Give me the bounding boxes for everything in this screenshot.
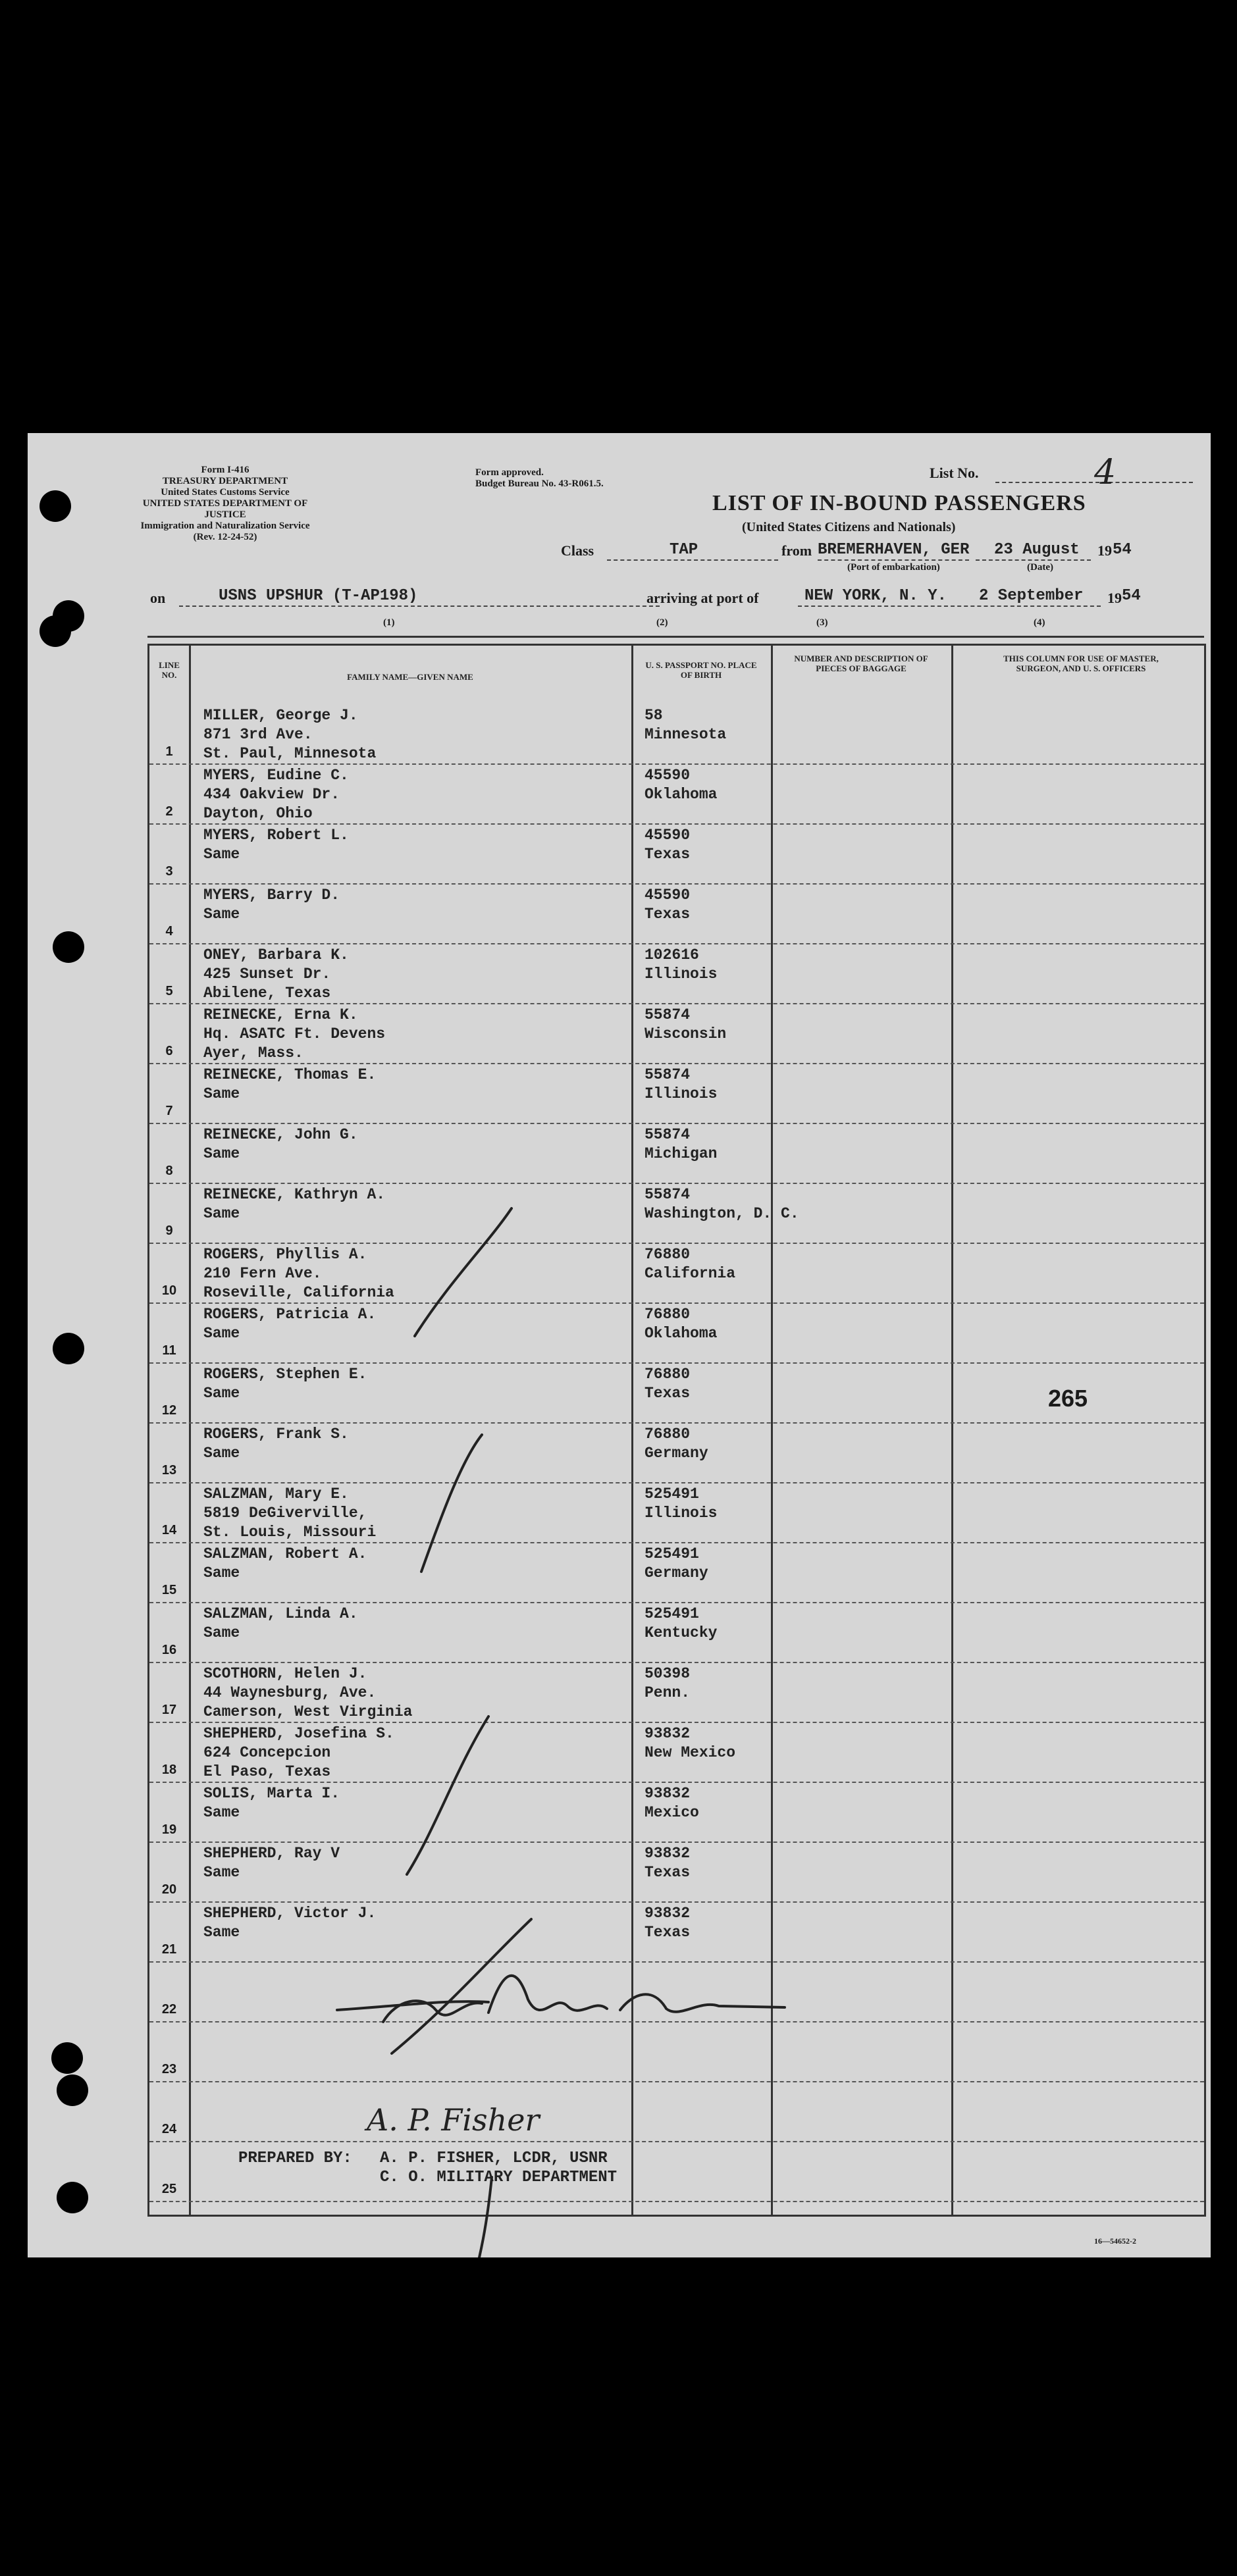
col-header-officers: THIS COLUMN FOR USE OF MASTER, SURGEON, AND U. S. OFFICERS xyxy=(1003,654,1159,673)
line-number: 24 xyxy=(161,2122,177,2136)
on-label: on xyxy=(150,590,166,606)
line-number: 21 xyxy=(161,1942,177,1957)
form-subtitle: (United States Citizens and Nationals) xyxy=(742,520,956,534)
passport-birthplace: 76880 Oklahoma xyxy=(645,1306,718,1342)
officer-note: 265 xyxy=(1048,1385,1088,1412)
passport-birthplace: 45590 Texas xyxy=(645,827,691,863)
col-header-passport: U. S. PASSPORT NO. PLACE OF BIRTH xyxy=(645,660,757,680)
col-header-line-no: LINE NO. xyxy=(159,660,180,680)
col-num-3: (3) xyxy=(816,617,828,628)
arriving-label: arriving at port of xyxy=(646,590,759,606)
depart-date: 23 August xyxy=(994,541,1080,559)
passport-birthplace: 93832 Texas xyxy=(645,1845,691,1881)
form-title: LIST OF IN-BOUND PASSENGERS xyxy=(712,491,1086,515)
treasury-department: TREASURY DEPARTMENT xyxy=(162,476,288,486)
line-number: 5 xyxy=(165,984,173,998)
line-number: 18 xyxy=(161,1763,177,1777)
line-number: 3 xyxy=(165,864,173,879)
footer-code: 16—54652-2 xyxy=(1094,2236,1136,2246)
passenger-name-address: SHEPHERD, Ray V Same xyxy=(203,1845,340,1881)
line-number: 7 xyxy=(165,1104,173,1118)
line-number: 23 xyxy=(161,2062,177,2076)
passport-birthplace: 55874 Washington, D. C. xyxy=(645,1186,799,1222)
passenger-list-form xyxy=(28,433,1211,2257)
from-label: from xyxy=(781,542,812,559)
arrival-date: 2 September xyxy=(979,587,1084,605)
line-number: 10 xyxy=(161,1283,177,1298)
immigration-service: Immigration and Naturalization Service xyxy=(140,521,310,531)
passenger-name-address: ONEY, Barbara K. 425 Sunset Dr. Abilene, Texas xyxy=(203,946,349,1002)
passenger-name-address: REINECKE, Thomas E. Same xyxy=(203,1066,377,1102)
justice-department: UNITED STATES DEPARTMENT OF JUSTICE xyxy=(142,498,308,520)
passenger-name-address: SALZMAN, Mary E. 5819 DeGiverville, St. Louis, Missouri xyxy=(203,1485,377,1541)
embarkation-caption: (Port of embarkation) xyxy=(847,562,940,573)
passenger-name-address: MYERS, Eudine C. 434 Oakview Dr. Dayton, Ohio xyxy=(203,767,349,822)
embarkation-port: BREMERHAVEN, GER xyxy=(818,541,970,559)
line-number: 19 xyxy=(161,1822,177,1837)
line-number: 6 xyxy=(165,1044,173,1058)
punch-hole xyxy=(51,2042,83,2074)
line-number: 20 xyxy=(161,1882,177,1897)
official-signature xyxy=(337,1976,785,2022)
passenger-name-address: ROGERS, Stephen E. Same xyxy=(203,1366,367,1402)
punch-hole xyxy=(53,931,84,963)
arrive-year-prefix: 19 xyxy=(1107,590,1122,606)
passenger-name-address: SCOTHORN, Helen J. 44 Waynesburg, Ave. Camerson, West Virginia xyxy=(203,1665,413,1720)
class-label: Class xyxy=(561,542,594,559)
class-value: TAP xyxy=(670,541,698,559)
passport-birthplace: 76880 Germany xyxy=(645,1426,708,1462)
punch-hole xyxy=(53,1333,84,1364)
passenger-name-address: MYERS, Robert L. Same xyxy=(203,827,349,863)
passenger-name-address: SALZMAN, Robert A. Same xyxy=(203,1545,367,1582)
line-number: 8 xyxy=(165,1164,173,1178)
handwritten-strokes xyxy=(28,433,1211,2257)
preparer-name: A. P. FISHER, LCDR, USNR xyxy=(380,2150,608,2167)
prepared-by-label: PREPARED BY: xyxy=(238,2150,352,2167)
passenger-name-address: MYERS, Barry D. Same xyxy=(203,887,340,923)
passenger-name-address: SALZMAN, Linda A. Same xyxy=(203,1605,358,1641)
form-revision: (Rev. 12-24-52) xyxy=(193,532,257,542)
line-number: 11 xyxy=(162,1343,176,1358)
passport-birthplace: 76880 California xyxy=(645,1246,736,1282)
passport-birthplace: 525491 Germany xyxy=(645,1545,708,1582)
col-header-name: FAMILY NAME—GIVEN NAME xyxy=(347,672,473,682)
col-header-baggage: NUMBER AND DESCRIPTION OF PIECES OF BAGGAGE xyxy=(794,654,928,673)
passport-birthplace: 45590 Texas xyxy=(645,887,691,923)
line-number: 17 xyxy=(161,1703,177,1717)
arrival-port: NEW YORK, N. Y. xyxy=(804,587,947,605)
passenger-name-address: MILLER, George J. 871 3rd Ave. St. Paul, Minnesota xyxy=(203,707,377,762)
preparer-initials: A. P. Fisher xyxy=(367,2102,540,2138)
passport-birthplace: 93832 New Mexico xyxy=(645,1725,736,1761)
passenger-name-address: ROGERS, Patricia A. Same xyxy=(203,1306,377,1342)
punch-hole xyxy=(57,2074,88,2106)
passenger-name-address: SHEPHERD, Victor J. Same xyxy=(203,1905,377,1941)
line-number: 25 xyxy=(161,2182,177,2196)
col-num-4: (4) xyxy=(1034,617,1045,628)
date-caption: (Date) xyxy=(1027,562,1053,573)
line-number: 16 xyxy=(161,1643,177,1657)
vessel-name: USNS UPSHUR (T-AP198) xyxy=(219,587,418,605)
punch-hole xyxy=(39,615,71,647)
depart-year: 54 xyxy=(1113,541,1132,559)
passport-birthplace: 76880 Texas xyxy=(645,1366,691,1402)
passenger-name-address: SHEPHERD, Josefina S. 624 Concepcion El Paso, Texas xyxy=(203,1725,394,1780)
line-number: 2 xyxy=(165,804,173,819)
passport-birthplace: 55874 Wisconsin xyxy=(645,1006,727,1043)
passport-birthplace: 58 Minnesota xyxy=(645,707,727,743)
passenger-name-address: ROGERS, Frank S. Same xyxy=(203,1426,349,1462)
arrive-year: 54 xyxy=(1122,587,1141,605)
preparer-title: C. O. MILITARY DEPARTMENT xyxy=(380,2169,618,2186)
check-mark-strokes xyxy=(392,1208,531,2257)
budget-bureau: Budget Bureau No. 43-R061.5. xyxy=(475,478,604,489)
passport-birthplace: 102616 Illinois xyxy=(645,946,718,983)
passenger-name-address: SOLIS, Marta I. Same xyxy=(203,1785,340,1821)
line-number: 13 xyxy=(161,1463,177,1478)
line-number: 14 xyxy=(161,1523,177,1537)
line-number: 9 xyxy=(165,1224,173,1238)
punch-hole xyxy=(57,2182,88,2213)
passport-birthplace: 55874 Michigan xyxy=(645,1126,718,1162)
col-num-1: (1) xyxy=(383,617,395,628)
line-number: 12 xyxy=(161,1403,177,1418)
passport-birthplace: 55874 Illinois xyxy=(645,1066,718,1102)
col-num-2: (2) xyxy=(656,617,668,628)
list-no-value: 4 xyxy=(1094,453,1117,492)
customs-service: United States Customs Service xyxy=(161,487,290,498)
passenger-name-address: REINECKE, Kathryn A. Same xyxy=(203,1186,386,1222)
punch-hole xyxy=(39,490,71,522)
passenger-name-address: REINECKE, John G. Same xyxy=(203,1126,358,1162)
form-approved: Form approved. xyxy=(475,467,544,478)
passenger-name-address: ROGERS, Phyllis A. 210 Fern Ave. Roseville, California xyxy=(203,1246,394,1301)
passport-birthplace: 45590 Oklahoma xyxy=(645,767,718,803)
passport-birthplace: 50398 Penn. xyxy=(645,1665,691,1701)
passenger-name-address: REINECKE, Erna K. Hq. ASATC Ft. Devens Ayer, Mass. xyxy=(203,1006,386,1062)
list-no-label: List No. xyxy=(930,465,979,481)
depart-year-prefix: 19 xyxy=(1097,542,1112,559)
line-number: 22 xyxy=(161,2002,177,2017)
form-number: Form I-416 xyxy=(201,465,250,475)
line-number: 15 xyxy=(161,1583,177,1597)
passport-birthplace: 525491 Kentucky xyxy=(645,1605,718,1641)
line-number: 4 xyxy=(165,924,173,939)
line-number: 1 xyxy=(165,744,173,759)
passport-birthplace: 93832 Texas xyxy=(645,1905,691,1941)
passport-birthplace: 93832 Mexico xyxy=(645,1785,699,1821)
passport-birthplace: 525491 Illinois xyxy=(645,1485,718,1522)
